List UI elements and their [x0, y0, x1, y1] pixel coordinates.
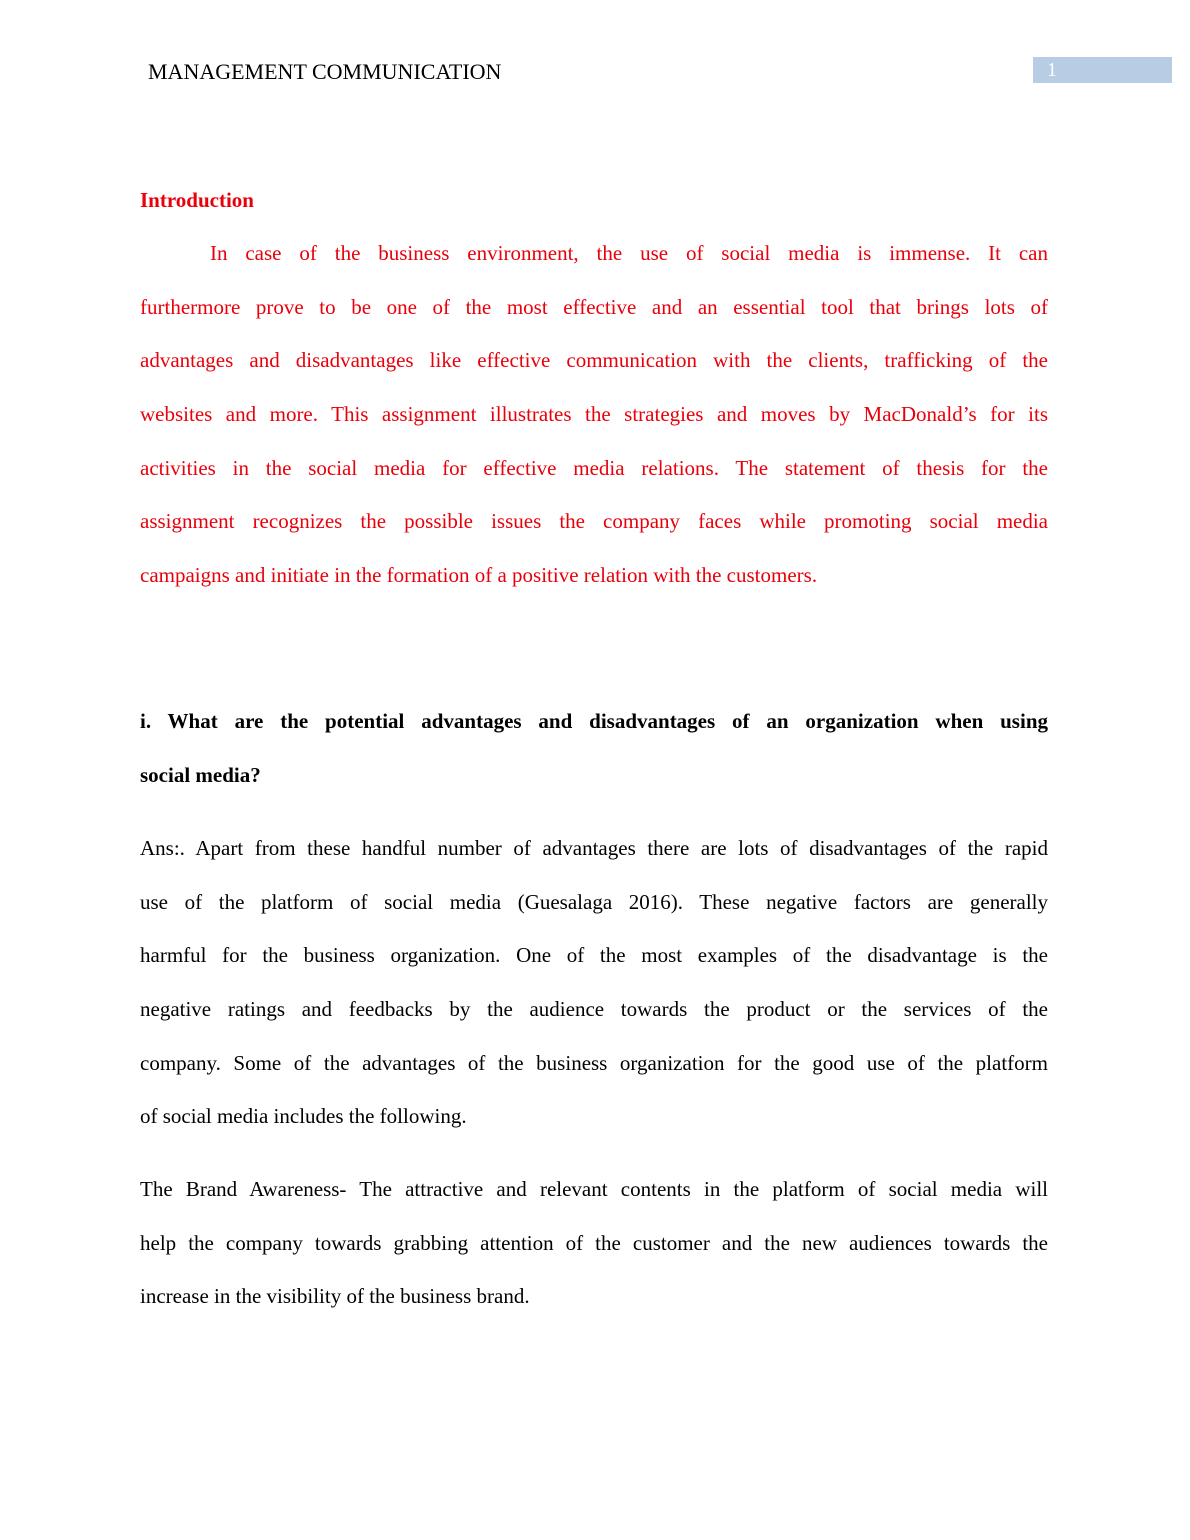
text-line: furthermore prove to be one of the most effective and an essential tool that brings lots of [140, 294, 1048, 319]
text-line: assignment recognizes the possible issues the company faces while promoting social media [140, 509, 1048, 534]
text-line: help the company towards grabbing attention of the customer and the new audiences towards the [140, 1230, 1048, 1255]
text-line: use of the platform of social media (Guesalaga 2016). These negative factors are generally [140, 889, 1048, 914]
answer-paragraph [140, 822, 1048, 1144]
text-line: The Brand Awareness- The attractive and relevant contents in the platform of social media will [140, 1177, 1048, 1201]
text-line: company. Some of the advantages of the business organization for the good use of the platform [140, 1050, 1048, 1075]
text-line: Ans:. Apart from these handful number of advantages there are lots of disadvantages of the rapid [140, 836, 1048, 860]
text-line: activities in the social media for effective media relations. The statement of thesis for the [140, 455, 1048, 480]
text-line: In case of the business environment, the use of social media is immense. It can [210, 241, 1048, 265]
question-heading [140, 695, 1048, 802]
page-number-box [1033, 57, 1172, 83]
text-line: campaigns and initiate in the formation of a positive relation with the customers. [140, 563, 818, 588]
brand-awareness-paragraph [140, 1163, 1048, 1324]
running-header: MANAGEMENT COMMUNICATION [148, 59, 502, 84]
text-line: harmful for the business organization. One of the most examples of the disadvantage is the [140, 943, 1048, 968]
text-line: of social media includes the following. [140, 1104, 467, 1129]
intro-heading [140, 174, 1048, 228]
text-line: i. What are the potential advantages and disadvantages of an organization when using [140, 709, 1048, 733]
intro-paragraph [140, 227, 1048, 603]
heading-text: Introduction [140, 188, 254, 212]
text-line: increase in the visibility of the business brand. [140, 1284, 530, 1309]
text-line: advantages and disadvantages like effective communication with the clients, trafficking of the [140, 348, 1048, 373]
text-line: negative ratings and feedbacks by the audience towards the product or the services of the [140, 997, 1048, 1022]
page-number: 1 [1047, 59, 1057, 81]
text-line: social media? [140, 762, 261, 787]
text-line: websites and more. This assignment illustrates the strategies and moves by MacDonald’s for its [140, 402, 1048, 427]
